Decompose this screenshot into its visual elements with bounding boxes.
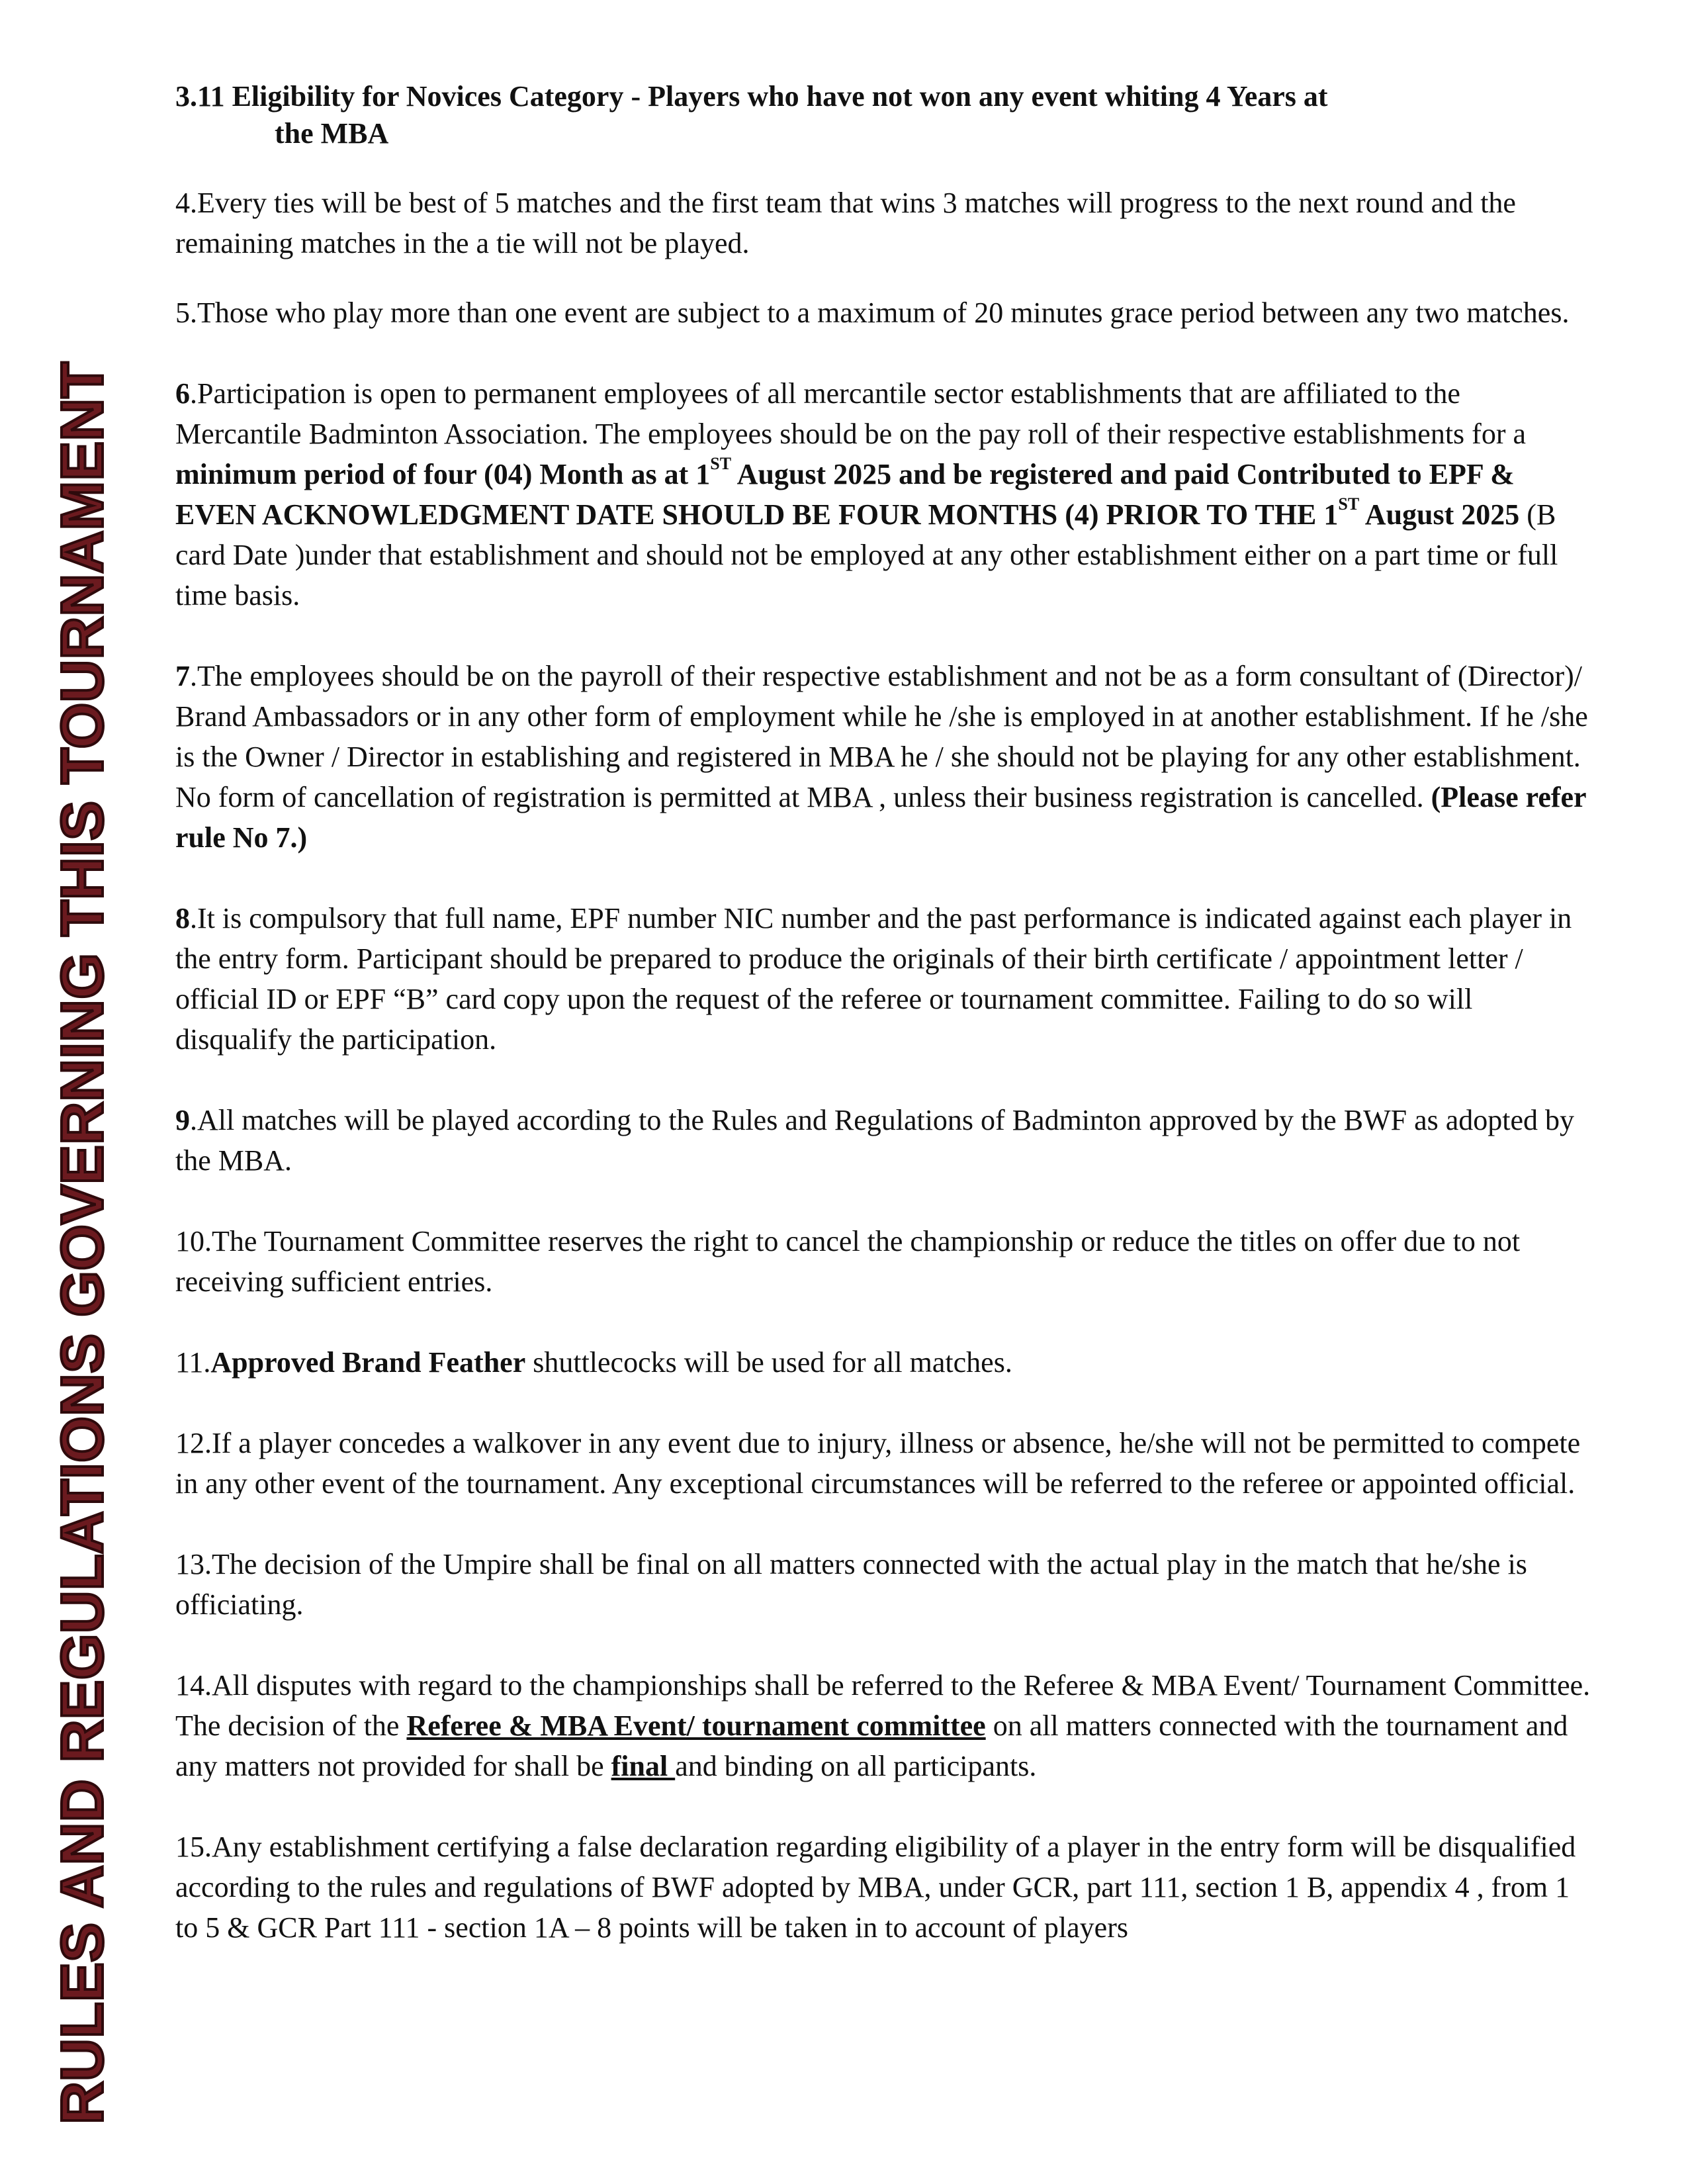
rule-11-prefix: 11. <box>175 1346 211 1379</box>
rule-11-text: shuttlecocks will be used for all matches. <box>525 1346 1012 1379</box>
rule-14-text-a: 14.All disputes with regard to the championships shall be referred to the Referee & MBA Event/ Tournament Committee. The decision of the <box>175 1669 1591 1742</box>
rule-7-text: .The employees should be on the payroll of their respective establishment and not be as a form consultant of (Director)/ Brand Ambassadors or in any other form of employment while he /she is employed in at another establishment. If he /she is the Owner / Director in establishing and registered in MBA he / she should not be playing for any other establishment. No form of cancellation of registration is permitted at MBA , unless their business registration is cancelled. <box>175 660 1588 813</box>
rule-3-11-line2: the MBA <box>275 117 389 150</box>
rule-8-number: 8 <box>175 902 190 934</box>
rule-6-text-b: (B card Date )under that establishment and should not be employed at any other establishment either on a part time or full time basis. <box>175 498 1558 612</box>
rule-14-underline-a: Referee & MBA Event/ tournament committee <box>406 1709 986 1742</box>
rule-6-bold-a: minimum period of four (04) Month as at 1 <box>175 458 711 490</box>
rule-6-text-a: .Participation is open to permanent employees of all mercantile sector establishments that are affiliated to the Mercantile Badminton Association. The employees should be on the pay roll of their respective establishments for a <box>175 377 1527 450</box>
rule-6 <box>175 373 1591 615</box>
rule-4: 4.Every ties will be best of 5 matches and the first team that wins 3 matches will progress to the next round and the remaining matches in the a tie will not be played. <box>175 187 1516 259</box>
rule-6-sup-a: ST <box>710 454 732 474</box>
rule-6-number: 6 <box>175 377 190 410</box>
rule-8-text: .It is compulsory that full name, EPF number NIC number and the past performance is indicated against each player in the entry form. Participant should be prepared to produce the originals of their birth certificate / appointment letter / official ID or EPF “B” card copy upon the request of the referee or tournament committee. Failing to do so will disqualify the participation. <box>175 902 1572 1056</box>
rule-14-text-b: on all matters connected with the tournament and any matters not provided for shall be <box>175 1709 1568 1782</box>
rule-12: 12.If a player concedes a walkover in any event due to injury, illness or absence, he/she will not be permitted to compete in any other event of the tournament. Any exceptional circumstances will be referred to the referee or appointed official. <box>175 1427 1581 1500</box>
rule-8 <box>175 898 1591 1060</box>
rule-7-number: 7 <box>175 660 190 692</box>
rule-9-text: .All matches will be played according to the Rules and Regulations of Badminton approved by the BWF as adopted by the MBA. <box>175 1104 1574 1177</box>
rule-6-bold-b: August 2025 and be registered and paid Contributed to EPF & EVEN ACKNOWLEDGMENT DATE SHOULD BE FOUR MONTHS (4) PRIOR TO THE 1 <box>175 458 1515 531</box>
rule-9 <box>175 1100 1591 1181</box>
rule-14 <box>175 1665 1591 1786</box>
rule-5: 5.Those who play more than one event are subject to a maximum of 20 minutes grace period between any two matches. <box>175 296 1570 329</box>
rule-9-number: 9 <box>175 1104 190 1136</box>
side-banner-title: RULES AND REGULATIONS GOVERNING THIS TOURNAMENT <box>50 361 116 2124</box>
rule-3-11-heading <box>175 78 1591 152</box>
rule-6-sup-b: ST <box>1338 494 1360 514</box>
rule-11 <box>175 1342 1591 1383</box>
rule-13: 13.The decision of the Umpire shall be final on all matters connected with the actual play in the match that he/she is officiating. <box>175 1548 1527 1621</box>
rule-14-underline-b: final <box>611 1750 676 1782</box>
rule-7 <box>175 656 1591 858</box>
rule-6-bold-c: August 2025 <box>1359 498 1520 531</box>
rule-15: 15.Any establishment certifying a false declaration regarding eligibility of a player in the entry form will be disqualified according to the rules and regulations of BWF adopted by MBA, under GCR, part 111, section 1 B, appendix 4 , from 1 to 5 & GCR Part 111 - section 1A – 8 points will be taken in to account of players <box>175 1831 1576 1944</box>
rule-3-11-line1: 3.11 Eligibility for Novices Category - Players who have not won any event whiting 4 Years at <box>175 80 1328 113</box>
rule-11-bold: Approved Brand Feather <box>210 1346 526 1379</box>
rule-7-reference: (Please refer rule No 7.) <box>175 781 1586 854</box>
rule-14-text-c: and binding on all participants. <box>675 1750 1037 1782</box>
rules-content <box>175 78 1591 1988</box>
rule-10: 10.The Tournament Committee reserves the right to cancel the championship or reduce the titles on offer due to not receiving sufficient entries. <box>175 1225 1521 1298</box>
